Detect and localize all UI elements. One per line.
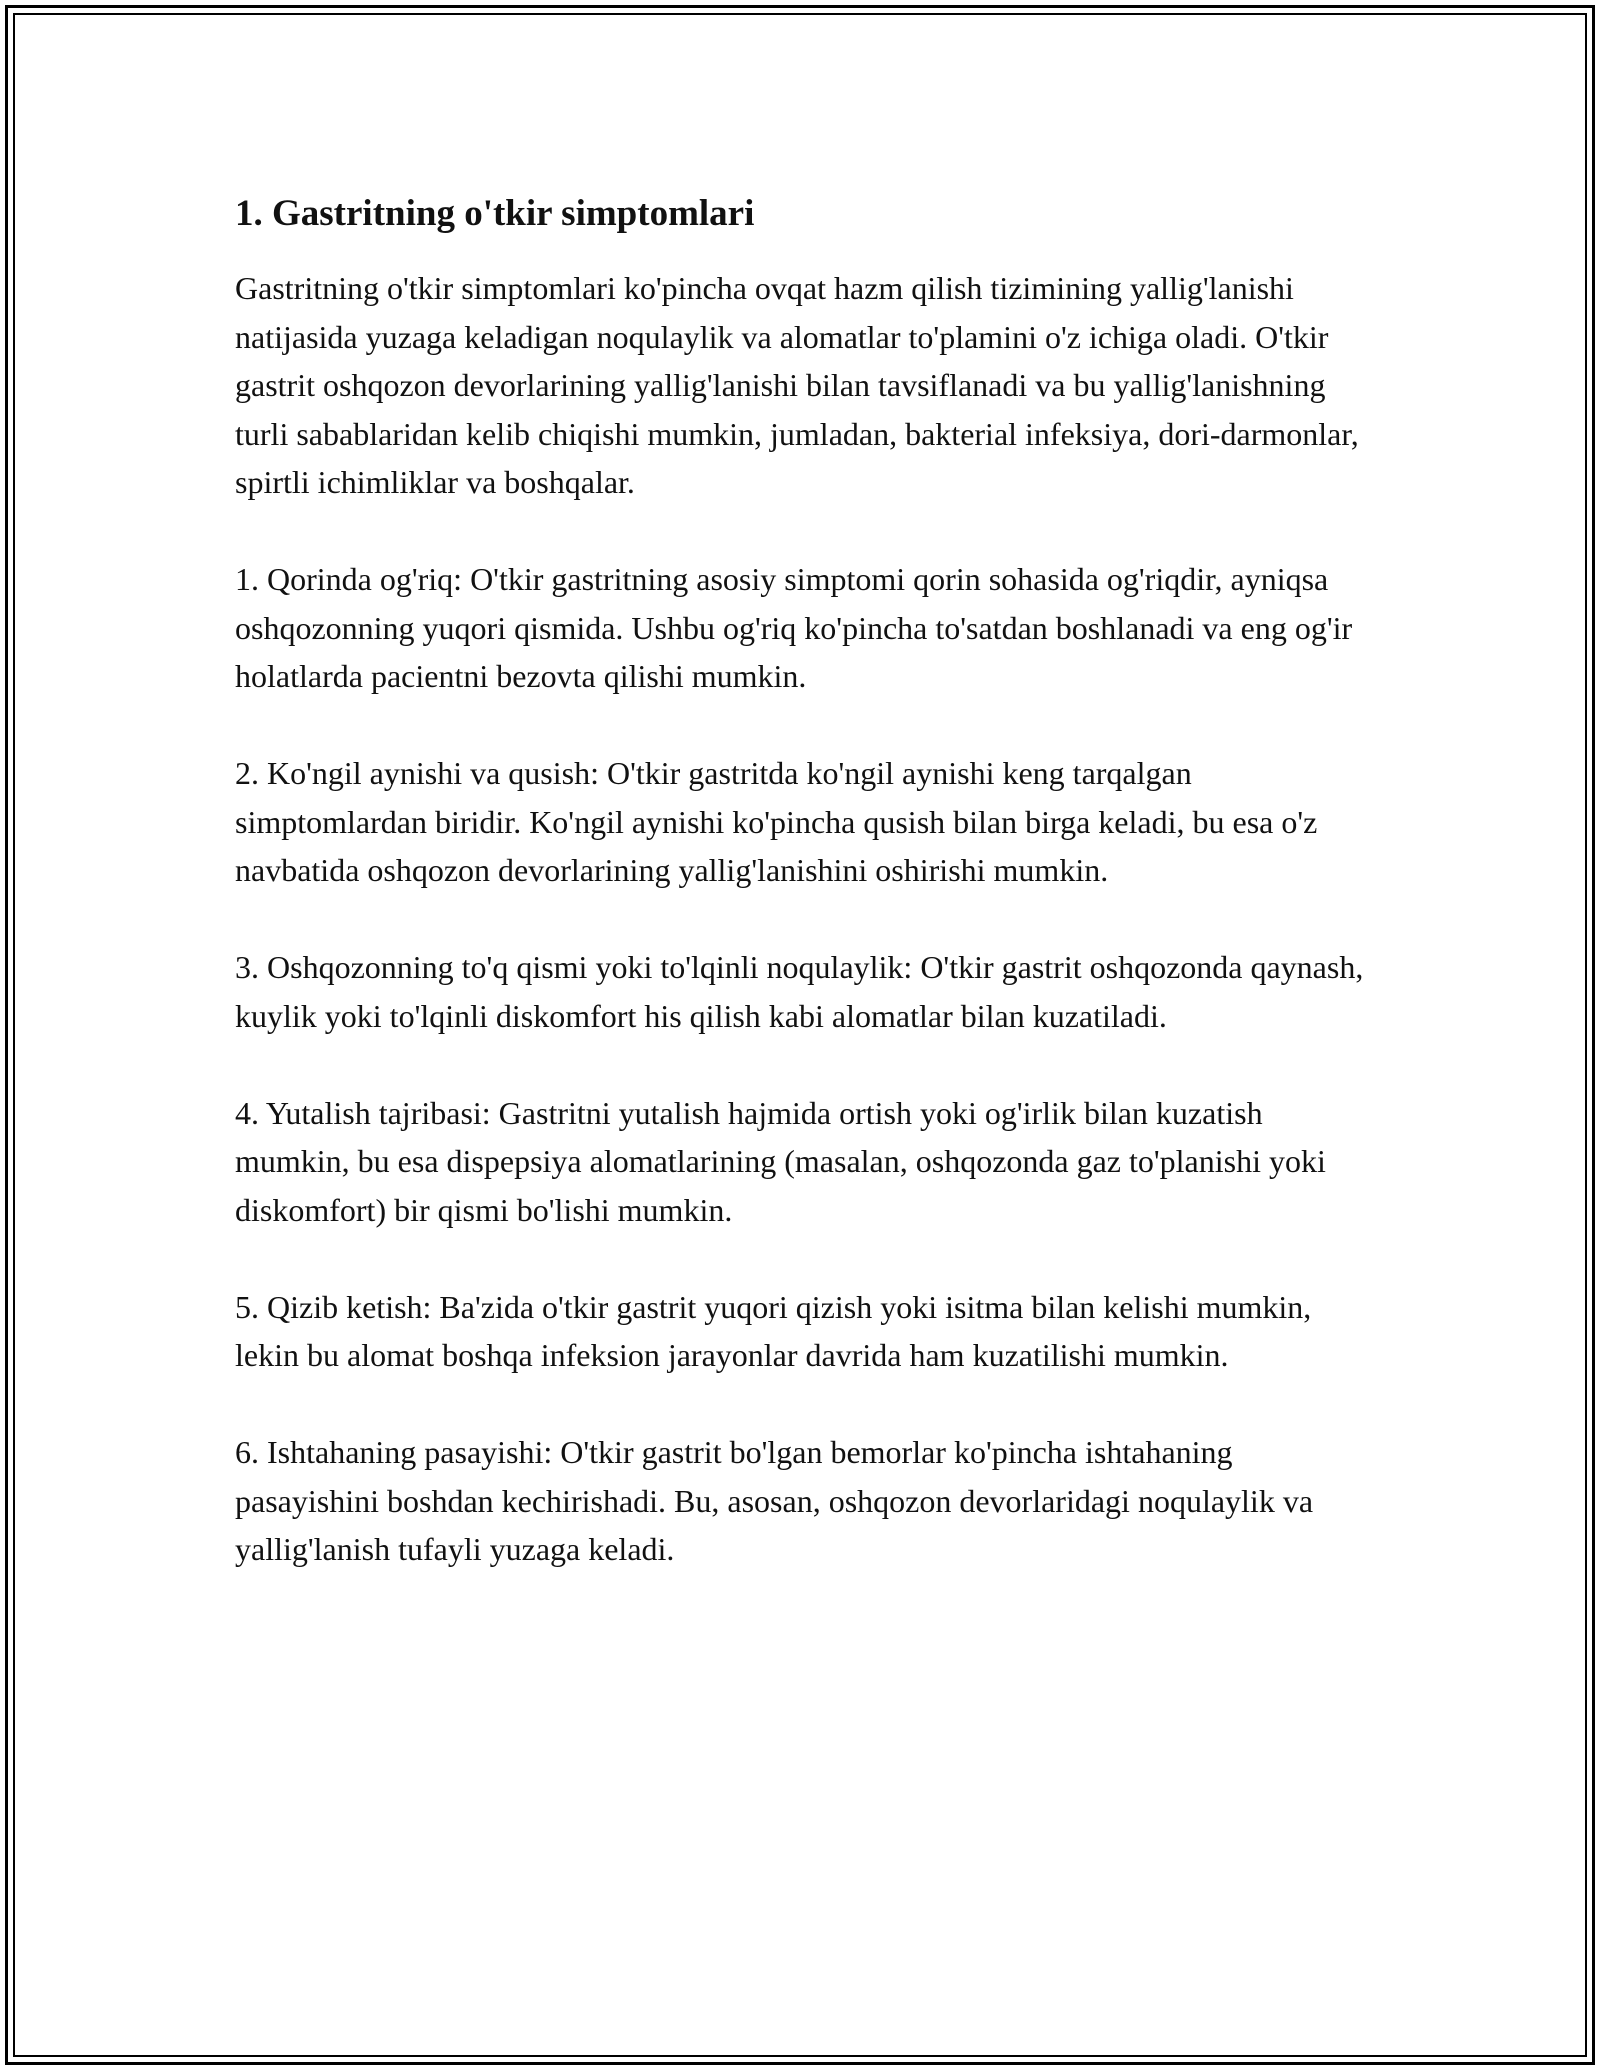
symptom-paragraph-5: 5. Qizib ketish: Ba'zida o'tkir gastrit yuqori qizish yoki isitma bilan kelishi mumkin, lekin bu alomat boshqa infeksion jarayonlar davrida ham kuzatilishi mumkin. (235, 1288, 1312, 1373)
document-title: 1. Gastritning o'tkir simptomlari (235, 193, 755, 234)
symptom-paragraph-4: 4. Yutalish tajribasi: Gastritni yutalish hajmida ortish yoki og'irlik bilan kuzatish mumkin, bu esa dispepsiya alomatlarining (masalan, oshqozonda gaz to'planishi yoki diskomfort) bir qismi bo'lishi mumkin. (235, 1094, 1326, 1228)
symptom-paragraph-2: 2. Ko'ngil aynishi va qusish: O'tkir gastritda ko'ngil aynishi keng tarqalgan simptomlardan biridir. Ko'ngil aynishi ko'pincha qusish bilan birga keladi, bu esa o'z navbatida oshqozon devorlarining yallig'lanishini oshirishi mumkin. (235, 755, 1318, 888)
document-content (235, 186, 1365, 1622)
document-body (235, 264, 1365, 1574)
symptom-paragraph-1: 1. Qorinda og'riq: O'tkir gastritning asosiy simptomi qorin sohasida og'riqdir, ayniqsa oshqozonning yuqori qismida. Ushbu og'riq ko'pincha to'satdan boshlanadi va eng og'ir holatlarda pacientni bezovta qilishi mumkin. (235, 561, 1353, 694)
symptom-paragraph-3: 3. Oshqozonning to'q qismi yoki to'lqinli noqulaylik: O'tkir gastrit oshqozonda qaynash, kuylik yoki to'lqinli diskomfort his qilish kabi alomatlar bilan kuzatiladi. (235, 949, 1364, 1034)
symptom-paragraph-6: 6. Ishtahaning pasayishi: O'tkir gastrit bo'lgan bemorlar ko'pincha ishtahaning pasayishini boshdan kechirishadi. Bu, asosan, oshqozon devorlaridagi noqulaylik va yallig'lanish tufayli yuzaga keladi. (235, 1434, 1314, 1567)
intro-paragraph: Gastritning o'tkir simptomlari ko'pincha ovqat hazm qilish tizimining yallig'lanishi natijasida yuzaga keladigan noqulaylik va alomatlar to'plamini o'z ichiga oladi. O'tkir gastrit oshqozon devorlarining yallig'lanishi bilan tavsiflanadi va bu yallig'lanishning turli sabablaridan kelib chiqishi mumkin, jumladan, bakterial infeksiya, dori-darmonlar, spirtli ichimliklar va boshqalar. (235, 270, 1359, 500)
